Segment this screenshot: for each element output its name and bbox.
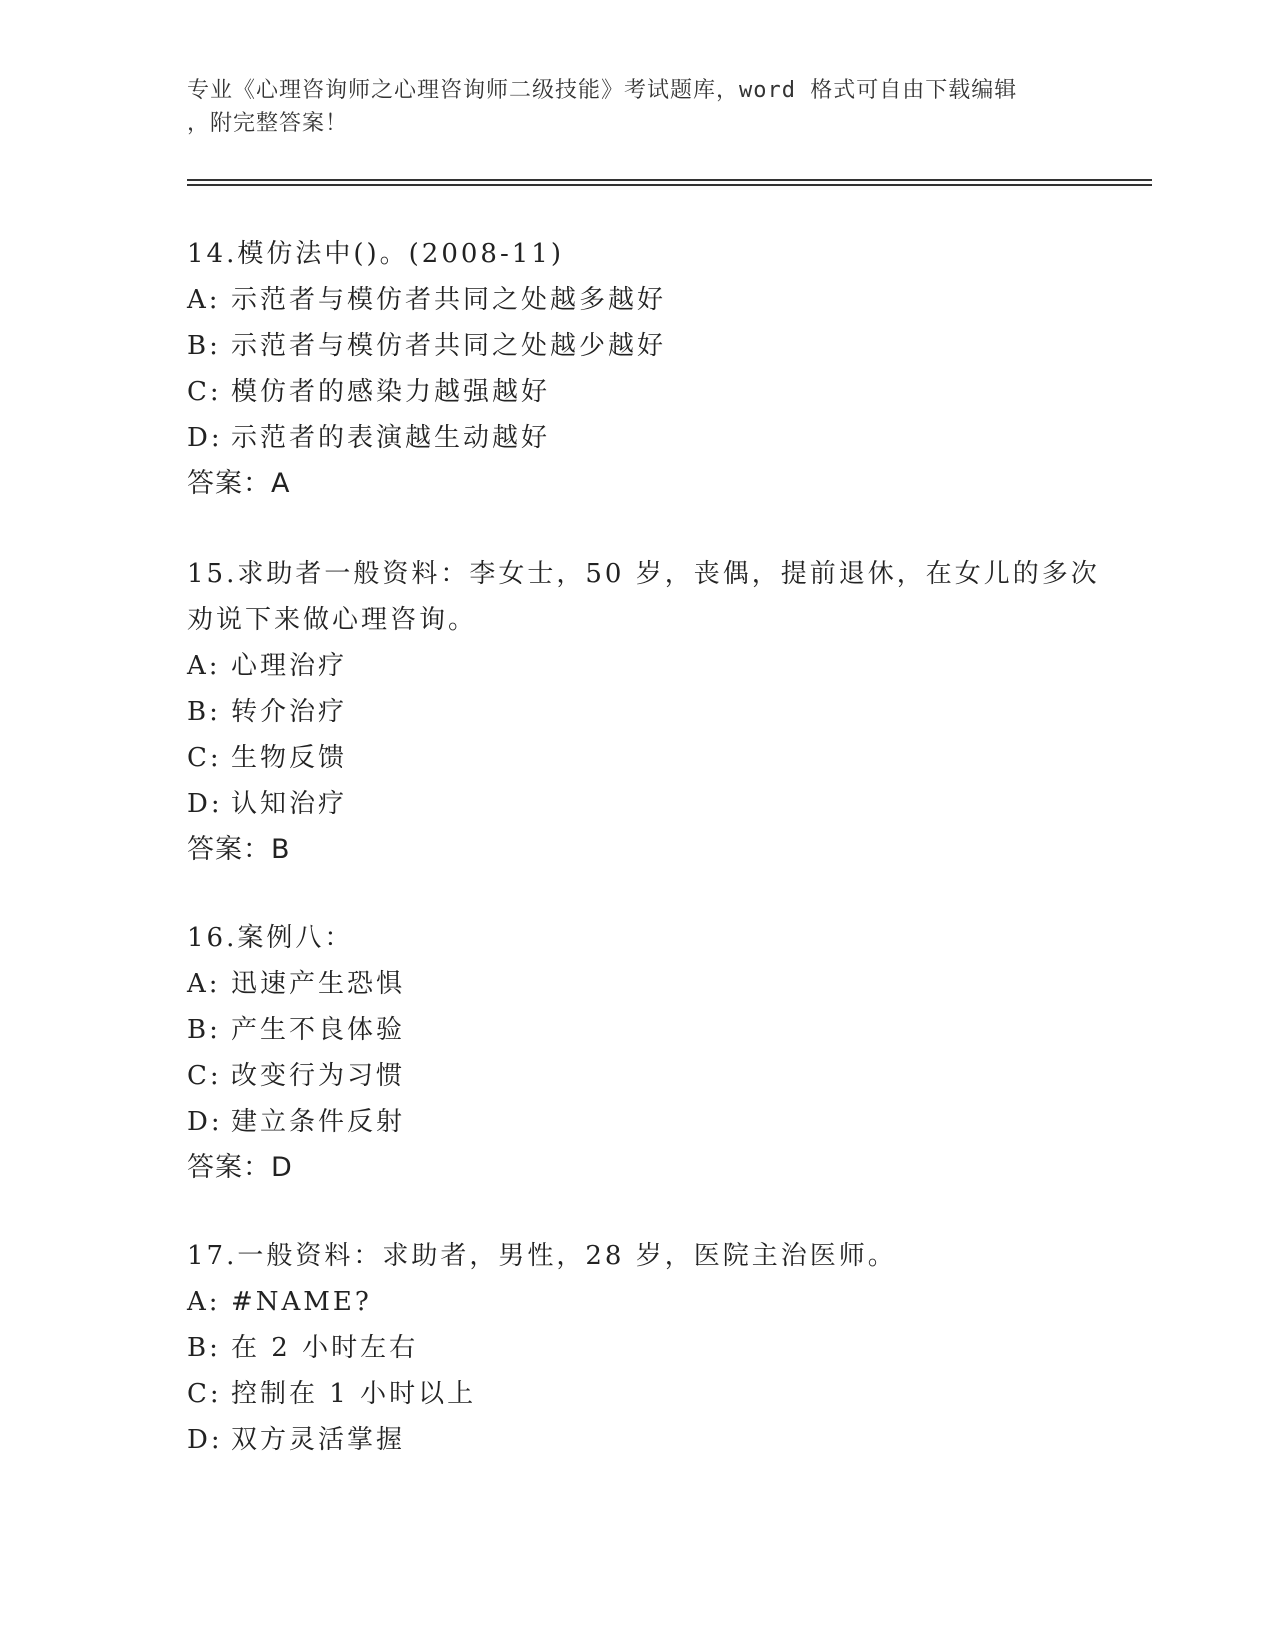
question-stem (187, 231, 1087, 277)
option-d (187, 1099, 1087, 1145)
option-c (187, 1053, 1087, 1099)
option-text: 产生不良体验 (231, 1015, 406, 1045)
option-text: 示范者的表演越生动越好 (231, 423, 551, 453)
answer-text: 答案：B (187, 834, 291, 865)
question-17 (187, 1233, 1087, 1463)
header-rule-top (187, 179, 1152, 181)
option-text: 认知治疗 (231, 789, 348, 819)
option-key: A: (187, 969, 221, 999)
option-key: B: (187, 1333, 221, 1363)
question-14 (187, 231, 1087, 507)
option-key: B: (187, 331, 221, 361)
option-c (187, 1371, 1087, 1417)
question-stem-line: 14.模仿法中()。(2008-11) (187, 239, 564, 269)
option-key: D: (187, 1425, 223, 1455)
option-text: 迅速产生恐惧 (231, 969, 406, 999)
question-16 (187, 915, 1087, 1191)
option-a (187, 1279, 1087, 1325)
option-a (187, 961, 1087, 1007)
question-15 (187, 551, 1100, 873)
question-stem (187, 551, 1100, 643)
option-text: 改变行为习惯 (231, 1061, 406, 1091)
option-a (187, 277, 1087, 323)
option-b (187, 1325, 1087, 1371)
option-d (187, 1417, 1087, 1463)
option-text: 控制在 1 小时以上 (231, 1379, 477, 1409)
option-b (187, 689, 1087, 735)
option-text: 双方灵活掌握 (231, 1425, 406, 1455)
option-key: B: (187, 697, 221, 727)
option-b (187, 323, 1087, 369)
option-text: 示范者与模仿者共同之处越少越好 (231, 331, 667, 361)
option-key: A: (187, 285, 221, 315)
option-text: 模仿者的感染力越强越好 (231, 377, 551, 407)
header-rule-bottom (187, 184, 1152, 186)
question-stem-line: 劝说下来做心理咨询。 (187, 605, 478, 635)
option-text: 在 2 小时左右 (231, 1333, 419, 1363)
option-key: C: (187, 743, 222, 773)
option-key: A: (187, 1287, 221, 1317)
option-key: D: (187, 789, 223, 819)
question-stem (187, 1233, 1087, 1279)
header-line-1: 专业《心理咨询师之心理咨询师二级技能》考试题库，word 格式可自由下载编辑 (187, 78, 1018, 103)
option-key: C: (187, 377, 222, 407)
question-stem-line: 17.一般资料：求助者，男性，28 岁，医院主治医师。 (187, 1241, 897, 1271)
option-d (187, 781, 1087, 827)
option-text: 生物反馈 (231, 743, 348, 773)
header-line-2: ，附完整答案！ (187, 111, 349, 136)
option-key: C: (187, 1061, 222, 1091)
answer-text: 答案：A (187, 468, 291, 499)
option-key: C: (187, 1379, 222, 1409)
option-text: 心理治疗 (231, 651, 348, 681)
option-text: 示范者与模仿者共同之处越多越好 (231, 285, 667, 315)
option-key: D: (187, 423, 223, 453)
option-text: 建立条件反射 (231, 1107, 406, 1137)
question-stem-line: 16.案例八： (187, 923, 354, 953)
document-header (187, 74, 1087, 140)
option-key: A: (187, 651, 221, 681)
option-c (187, 735, 1087, 781)
question-stem-line: 15.求助者一般资料：李女士，50 岁，丧偶，提前退休，在女儿的多次 (187, 559, 1100, 589)
option-d (187, 415, 1087, 461)
answer-text: 答案：D (187, 1152, 293, 1183)
option-text: #NAME? (231, 1287, 372, 1317)
option-c (187, 369, 1087, 415)
option-text: 转介治疗 (231, 697, 348, 727)
option-a (187, 643, 1087, 689)
question-stem (187, 915, 1087, 961)
option-b (187, 1007, 1087, 1053)
option-key: D: (187, 1107, 223, 1137)
option-key: B: (187, 1015, 221, 1045)
